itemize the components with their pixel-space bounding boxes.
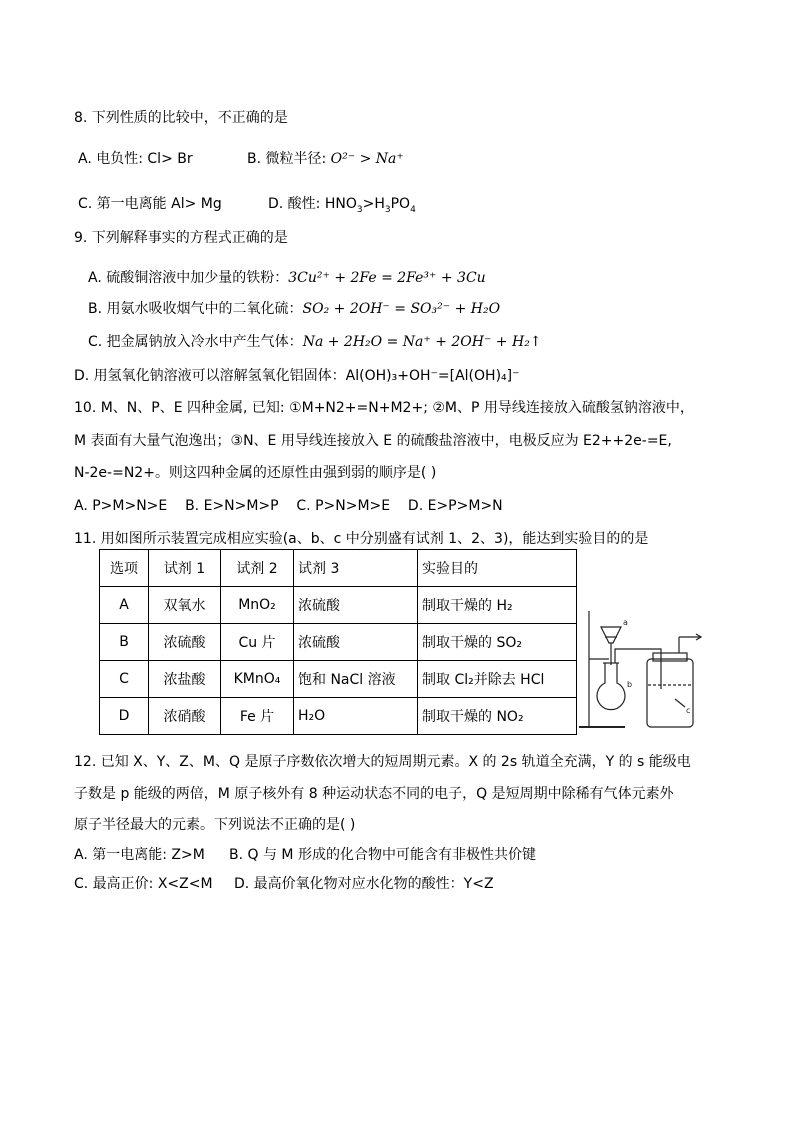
q9-option-a-text: A. 硫酸铜溶液中加少量的铁粉：	[88, 270, 289, 286]
table-cell: C	[100, 661, 149, 698]
table-cell: 制取 Cl₂并除去 HCl	[418, 661, 577, 698]
table-cell: 浓硫酸	[294, 587, 418, 624]
table-cell: B	[100, 624, 149, 661]
q9-option-c-text: C. 把金属钠放入冷水中产生气体：	[88, 334, 303, 350]
table-cell: 浓硝酸	[149, 698, 221, 735]
q10-line1: 10. M、N、P、E 四种金属, 已知: ①M+N2+=N+M2+; ②M、P 用导线连接放入硫酸氢钠溶液中，	[74, 400, 694, 416]
table-cell: 浓硫酸	[149, 624, 221, 661]
table-cell: 浓硫酸	[294, 624, 418, 661]
table-row	[100, 624, 577, 661]
table-row	[100, 587, 577, 624]
q8-stem: 8. 下列性质的比较中，不正确的是	[74, 110, 288, 126]
table-row	[100, 661, 577, 698]
apparatus-diagram	[575, 603, 705, 733]
q8-option-c: C. 第一电离能 Al> Mg	[78, 196, 222, 212]
table-header: 试剂 2	[221, 550, 294, 587]
table-cell: 制取干燥的 H₂	[418, 587, 577, 624]
table-header: 实验目的	[418, 550, 577, 587]
q9-option-b	[88, 299, 500, 319]
table-cell: 浓盐酸	[149, 661, 221, 698]
q8-option-b	[247, 149, 404, 169]
table-cell: Cu 片	[221, 624, 294, 661]
label-c-leader	[675, 699, 685, 707]
q12-line2: 子数是 p 能级的两倍，M 原子核外有 8 种运动状态不同的电子，Q 是短周期中除稀有气体元素外	[74, 786, 674, 802]
q8-option-b-label: B. 微粒半径:	[247, 151, 331, 167]
q9-option-b-text: B. 用氨水吸收烟气中的二氧化硫：	[88, 301, 303, 317]
q12-line1: 12. 已知 X、Y、Z、M、Q 是原子序数依次增大的短周期元素。X 的 2s 轨道全充满，Y 的 s 能级电	[74, 754, 691, 770]
wash-bottle-stopper	[653, 653, 687, 661]
q9-stem: 9. 下列解释事实的方程式正确的是	[74, 230, 288, 246]
table-header: 选项	[100, 550, 149, 587]
q8-option-b-formula: O²⁻ > Na⁺	[330, 151, 404, 167]
q9-option-c-equation: Na + 2H₂O = Na⁺ + 2OH⁻ + H₂↑	[302, 334, 542, 350]
table-cell: MnO₂	[221, 587, 294, 624]
table-header: 试剂 1	[149, 550, 221, 587]
table-header: 试剂 3	[294, 550, 418, 587]
table-cell: H₂O	[294, 698, 418, 735]
table-cell: D	[100, 698, 149, 735]
table-cell: 饱和 NaCl 溶液	[294, 661, 418, 698]
label-c: c	[686, 706, 691, 715]
table-cell: 制取干燥的 SO₂	[418, 624, 577, 661]
table-cell: Fe 片	[221, 698, 294, 735]
q11-stem: 11. 用如图所示装置完成相应实验(a、b、c 中分别盛有试剂 1、2、3)，能达到实验目的的是	[74, 531, 649, 547]
q11-table	[99, 549, 577, 735]
q8-option-d: D. 酸性: $HNO_3>H_3PO_4$	[268, 196, 416, 215]
q9-option-c	[88, 332, 542, 352]
round-bottom-flask	[597, 663, 625, 710]
wash-bottle	[647, 659, 693, 727]
q9-option-a	[88, 268, 486, 288]
table-cell: 制取干燥的 NO₂	[418, 698, 577, 735]
table-row	[100, 698, 577, 735]
q9-option-d: D. 用氢氧化钠溶液可以溶解氢氧化铝固体：Al(OH)₃+OH⁻=[Al(OH)₄]⁻	[74, 368, 520, 384]
q12-option-b: B. Q 与 M 形成的化合物中可能含有非极性共价键	[229, 847, 536, 863]
label-b: b	[627, 680, 633, 689]
table-cell: 双氧水	[149, 587, 221, 624]
q9-option-b-equation: SO₂ + 2OH⁻ = SO₃²⁻ + H₂O	[302, 301, 501, 317]
delivery-tube	[615, 649, 661, 689]
label-a: a	[623, 618, 628, 627]
table-cell: KMnO₄	[221, 661, 294, 698]
dropping-funnel	[601, 627, 621, 643]
table-header-row	[100, 550, 577, 587]
q8-option-d-p2: >H	[362, 196, 385, 212]
q12-option-d: D. 最高价氧化物对应水化物的酸性：Y<Z	[234, 876, 494, 892]
q12-option-a: A. 第一电离能: Z>M	[74, 847, 205, 863]
q10-options: A. P>M>N>E B. E>N>M>P C. P>N>M>E D. E>P>M>N	[74, 498, 503, 514]
q8-option-a: A. 电负性: Cl> Br	[78, 151, 193, 167]
q8-option-d-p3: PO	[390, 196, 411, 212]
q12-line3: 原子半径最大的元素。下列说法不正确的是( )	[74, 817, 356, 833]
q9-option-a-equation: 3Cu²⁺ + 2Fe = 2Fe³⁺ + 3Cu	[288, 270, 486, 286]
q12-option-c: C. 最高正价: X<Z<M	[74, 876, 213, 892]
q8-option-d-p1: D. 酸性: HNO	[268, 196, 357, 212]
q10-line2: M 表面有大量气泡逸出；③N、E 用导线连接放入 E 的硫酸盐溶液中，电极反应为 E2++2e-=E,	[74, 433, 672, 449]
table-cell: A	[100, 587, 149, 624]
q10-line3: N-2e-=N2+。则这四种金属的还原性由强到弱的顺序是( )	[74, 465, 437, 481]
